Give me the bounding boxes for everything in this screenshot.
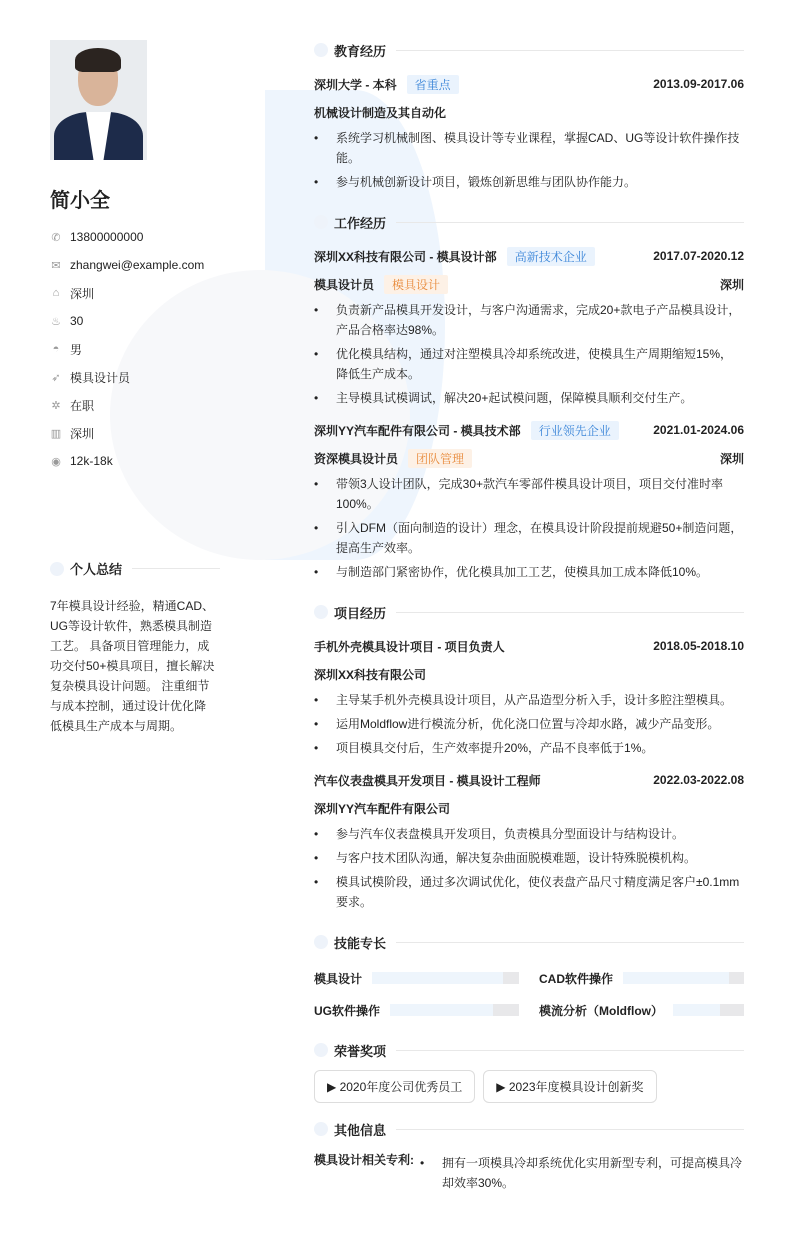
gender-icon: ◓ <box>52 343 60 355</box>
school-tag: 省重点 <box>407 75 459 94</box>
skill-bar-fill <box>372 972 503 984</box>
building-icon: ▥ <box>50 427 62 440</box>
company-name: 深圳XX科技有限公司 - 模具设计部 <box>314 249 497 264</box>
section-title: 其他信息 <box>334 1122 387 1138</box>
work-entry <box>314 416 744 582</box>
info-text: 模具设计员 <box>70 370 131 385</box>
section-title: 教育经历 <box>334 43 387 59</box>
role-group <box>314 449 472 468</box>
info-text: 在职 <box>70 398 95 413</box>
divider <box>396 1050 744 1051</box>
info-item <box>50 335 220 363</box>
awards-list <box>314 1070 744 1103</box>
section-dot-icon <box>314 215 328 229</box>
bullet-item: • 参与汽车仪表盘模具开发项目，负责模具分型面设计与结构设计。 <box>314 824 744 844</box>
date-range: 2021.01-2024.06 <box>653 423 744 437</box>
project-company: 深圳XX科技有限公司 <box>314 667 427 682</box>
project-row <box>314 632 744 660</box>
section-heading-other <box>314 1119 744 1139</box>
school-group <box>314 75 459 94</box>
city: 深圳 <box>719 277 744 292</box>
company-group <box>314 421 619 440</box>
home-icon: ⌂ <box>52 287 60 299</box>
section-dot-icon <box>314 43 328 57</box>
info-text: 12k-18k <box>70 454 113 468</box>
city: 深圳 <box>719 451 744 466</box>
section-heading-awards <box>314 1040 744 1060</box>
info-item <box>50 279 220 307</box>
project-entry <box>314 632 744 758</box>
role-row <box>314 270 744 298</box>
section-dot-icon <box>314 1122 328 1136</box>
info-text: 深圳 <box>70 426 95 441</box>
skill-item <box>314 962 519 994</box>
bullet-item: • 引入DFM（面向制造的设计）理念，在模具设计阶段提前规避50+制造问题，提高生产效率。 <box>314 518 744 558</box>
section-title: 工作经历 <box>334 215 387 231</box>
bullet-list <box>414 1151 744 1197</box>
date-range: 2018.05-2018.10 <box>653 639 744 653</box>
project-name: 汽车仪表盘模具开发项目 - 模具设计工程师 <box>314 773 541 788</box>
send-icon: ➶ <box>51 371 61 384</box>
award-chip[interactable]: ▶ 2023年度模具设计创新奖 <box>483 1070 656 1103</box>
project-row <box>314 766 744 794</box>
bullet-item: • 主导某手机外壳模具设计项目，从产品造型分析入手，设计多腔注塑模具。 <box>314 690 744 710</box>
section-heading-skills <box>314 932 744 952</box>
phone-icon: ✆ <box>51 231 61 244</box>
bullet-item: • 模具试模阶段，通过多次调试优化，使仪表盘产品尺寸精度满足客户±0.1mm要求。 <box>314 872 744 912</box>
section-dot-icon <box>314 605 328 619</box>
section-title: 项目经历 <box>334 605 387 621</box>
bullet-item: • 与制造部门紧密协作，优化模具加工工艺，使模具加工成本降低10%。 <box>314 562 744 582</box>
mail-icon: ✉ <box>51 259 61 272</box>
section-heading-education <box>314 40 744 60</box>
bullet-item: • 与客户技术团队沟通，解决复杂曲面脱模难题，设计特殊脱模机构。 <box>314 848 744 868</box>
info-text: 男 <box>70 342 83 357</box>
skill-item <box>539 962 744 994</box>
role-tag: 团队管理 <box>408 449 472 468</box>
role-group <box>314 275 448 294</box>
skill-bar-fill <box>390 1004 493 1016</box>
info-item <box>50 391 220 419</box>
skills-grid <box>314 962 744 1026</box>
skill-name: 模具设计 <box>314 971 363 986</box>
bullet-list <box>314 128 744 192</box>
skill-bar <box>372 972 519 984</box>
date-range: 2017.07-2020.12 <box>653 249 744 263</box>
sidebar <box>50 40 220 736</box>
info-item <box>50 419 220 447</box>
salary-icon: ◉ <box>51 455 61 468</box>
bullet-item: • 参与机械创新设计项目，锻炼创新思维与团队协作能力。 <box>314 172 744 192</box>
company-row <box>314 416 744 444</box>
major: 机械设计制造及其自动化 <box>314 105 447 120</box>
status-icon: ✲ <box>51 399 61 412</box>
skill-bar <box>673 1004 744 1016</box>
divider <box>396 222 744 223</box>
skill-item <box>314 994 519 1026</box>
date-range: 2022.03-2022.08 <box>653 773 744 787</box>
company-name: 深圳YY汽车配件有限公司 - 模具技术部 <box>314 423 521 438</box>
work-entry <box>314 242 744 408</box>
project-entry <box>314 766 744 912</box>
bullet-item: • 项目模具交付后，生产效率提升20%，产品不良率低于1%。 <box>314 738 744 758</box>
other-label: 模具设计相关专利: <box>314 1153 414 1167</box>
skill-bar-fill <box>623 972 729 984</box>
divider <box>396 1129 744 1130</box>
section-dot-icon <box>314 935 328 949</box>
profile-photo <box>50 40 147 160</box>
info-text: 深圳 <box>70 286 95 301</box>
skill-name: CAD软件操作 <box>539 971 613 986</box>
info-item <box>50 223 220 251</box>
cake-icon: ♨ <box>51 315 61 328</box>
bullet-item: • 拥有一项模具冷却系统优化实用新型专利，可提高模具冷却效率30%。 <box>420 1153 744 1193</box>
skill-item <box>539 994 744 1026</box>
bullet-list <box>314 824 744 912</box>
date-range: 2013.09-2017.06 <box>653 77 744 91</box>
summary-heading <box>50 559 220 578</box>
award-chip[interactable]: ▶ 2020年度公司优秀员工 <box>314 1070 475 1103</box>
divider <box>396 942 744 943</box>
summary-title: 个人总结 <box>70 562 123 577</box>
project-name: 手机外壳模具设计项目 - 项目负责人 <box>314 639 505 654</box>
bullet-list <box>314 474 744 582</box>
bullet-item: • 带领3人设计团队，完成30+款汽车零部件模具设计项目，项目交付准时率100%。 <box>314 474 744 514</box>
company-group <box>314 247 595 266</box>
divider <box>396 50 744 51</box>
bullet-item: • 优化模具结构，通过对注塑模具冷却系统改进，使模具生产周期缩短15%，降低生产成本。 <box>314 344 744 384</box>
bullet-item: • 系统学习机械制图、模具设计等专业课程，掌握CAD、UG等设计软件操作技能。 <box>314 128 744 168</box>
bullet-item: • 主导模具试模调试，解决20+起试模问题，保障模具顺利交付生产。 <box>314 388 744 408</box>
summary-text: 7年模具设计经验，精通CAD、UG等设计软件，熟悉模具制造工艺。 具备项目管理能力，成功交付50+模具项目，擅长解决复杂模具设计问题。 注重细节与成本控制，通过设计优化降低模具生产成本与周期。 <box>50 599 215 733</box>
info-text: 13800000000 <box>70 230 144 244</box>
info-text: 30 <box>70 314 84 328</box>
bullet-item: • 负责新产品模具开发设计，与客户沟通需求，完成20+款电子产品模具设计，产品合格率达98%。 <box>314 300 744 340</box>
company-tag: 行业领先企业 <box>531 421 619 440</box>
role-row <box>314 444 744 472</box>
skill-bar <box>390 1004 519 1016</box>
role-name: 模具设计员 <box>314 277 375 292</box>
section-dot-icon <box>50 562 64 576</box>
info-item <box>50 447 220 475</box>
section-title: 技能专长 <box>334 935 387 951</box>
skill-bar <box>623 972 744 984</box>
main-content <box>314 40 744 1197</box>
bullet-item: • 运用Moldflow进行模流分析，优化浇口位置与冷却水路，减少产品变形。 <box>314 714 744 734</box>
other-info <box>314 1151 744 1197</box>
info-text: zhangwei@example.com <box>70 258 205 272</box>
skill-bar-fill <box>673 1004 720 1016</box>
divider <box>396 612 744 613</box>
role-tag: 模具设计 <box>384 275 448 294</box>
bullet-list <box>314 300 744 408</box>
section-title: 荣誉奖项 <box>334 1043 387 1059</box>
section-heading-work <box>314 212 744 232</box>
project-company: 深圳YY汽车配件有限公司 <box>314 801 451 816</box>
skill-name: 模流分析（Moldflow） <box>539 1003 663 1018</box>
contact-info <box>50 223 220 475</box>
info-item <box>50 363 220 391</box>
section-dot-icon <box>314 1043 328 1057</box>
company-row <box>314 242 744 270</box>
education-header <box>314 70 744 98</box>
info-item <box>50 307 220 335</box>
skill-name: UG软件操作 <box>314 1003 381 1018</box>
company-tag: 高新技术企业 <box>507 247 595 266</box>
info-item <box>50 251 220 279</box>
school-name: 深圳大学 - 本科 <box>314 77 397 92</box>
section-heading-projects <box>314 602 744 622</box>
role-name: 资深模具设计员 <box>314 451 399 466</box>
candidate-name: 简小全 <box>50 190 110 212</box>
bullet-list <box>314 690 744 758</box>
